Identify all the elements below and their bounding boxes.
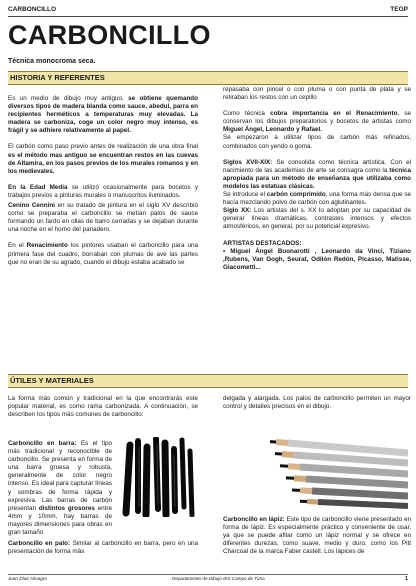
history-paragraph-8: Se empezaron a utilizar tipos de carbón más refinados, combinados con yendo o goma.: [223, 134, 411, 150]
section-heading-history: [8, 71, 408, 85]
charcoal-stick-description: Carboncillo en palo: Similar al carboncillo en barra, pero en una presentación de forma más: [8, 540, 198, 556]
page-number: 1: [404, 576, 408, 582]
history-paragraph-3: En la Edad Media se utilizó ocasionalmente para bocetos y trabajos previos a pinturas murales o manuscritos iluminados.: [8, 183, 198, 199]
charcoal-pencil-description: Carboncillo en lápiz: Este tipo de carboncillo viene presentado en forma de lápiz. Es especialmente práctico y conveniente de usar, ya que se puede afilar como un lápiz normal y se ofrece en diferentes durezas, como suave, medio y duro, como los Pitt Charcoal de la marca Faber castell. Los lápices de: [223, 516, 412, 556]
header-right-label: TEGP: [390, 6, 408, 13]
history-paragraph-9: Siglos XVII-XIX: Se consolida como técnica artística. Con el nacimiento de las academias de arte se consagra como la técnica apropiada para un método de enseñanza que utilizaba como modelos las estatuas clásicas.: [223, 158, 411, 190]
materials-intro: La forma más común y tradicional en la que encontrarás este popular material, es como rama carbonizada. A continuación, se describen los tipos más comunes de carboncillo:: [8, 395, 198, 419]
artists-heading: ARTISTAS DESTACADOS:: [223, 239, 302, 247]
history-paragraph-6: repasaba con pincel o con pluma o con punta de plata y se retiraban los restos con un cepillo: [223, 86, 411, 102]
history-paragraph-1: Es un medio de dibujo muy antiguo, se obtiene quemando diversos tipos de madera blanda como sauce, abedul, parra en recipientes herméticos a temperaturas muy elevadas. La madera se carboniza, coge un color negro muy intenso, es frágil y se adhiere relativamente al papel.: [8, 95, 198, 135]
footer-divider: [8, 574, 408, 575]
section-heading-materials: [8, 374, 408, 388]
artists-list: • Miguel Ángel Buonarotti , Leonardo da Vinci, Tiziano ,Rubens, Van Gogh, Seurat, Odilón Redón, Picasso, Matisse, Giacometti...: [223, 247, 411, 271]
charcoal-pencil-block: [223, 516, 411, 556]
footer-author: Juan Díaz Almagro: [8, 576, 47, 581]
history-paragraph-11: Siglo XX: Los artistas del s. XX lo adoptan por su capacidad de generar líneas dramáticas, contrastes intensos y efectos atmosféricos, en general, por su potencial expresivo.: [223, 207, 411, 231]
header-left-label: CARBONCILLO: [8, 6, 57, 13]
history-right-column: [223, 86, 411, 272]
materials-right-column: [223, 395, 411, 411]
history-paragraph-10: Se introduce el carbón comprimido, una forma más densa que se hacía mezclando polvo de carbón con aglutinantes.: [223, 191, 411, 207]
history-paragraph-5: En el Renacimiento los pintores usaban el carboncillo para una primera fase del cuadro, borraban con plumas de ave las partes que no eran de su agrado, cuando el dibujo estaba acabado se: [8, 242, 198, 266]
history-left-column: [8, 95, 198, 267]
charcoal-bar-description: Carboncillo en barra: Es el tipo más tradicional y reconocible de carboncillo. Se presenta en forma de una barra gruesa y robusta, generalmente de color negro intenso. Es ideal para capturar líneas y sombras de forma rápida y expresiva. Las barras de carbón presentan distintos grosores entre 4mm y 10mm, hay barras de mayores dimensiones para obras en gran tamaño: [8, 440, 112, 537]
history-paragraph-4: Cenino Cennini en su tratado de pintura en el siglo XV describió como se preparaba el carboncillo se metían palos de sauce formando un fardo en ollas de barro cerradas y se dejaban durante una noche en el horno del panadero.: [8, 202, 198, 234]
page-subtitle: Técnica monocroma seca.: [8, 58, 96, 65]
materials-left-column: [8, 395, 198, 419]
charcoal-bar-block: [8, 440, 198, 556]
header-divider: [8, 16, 408, 17]
materials-right-intro: delgada y alargada. Los palos de carboncillo permiten un mayor control y detalles precisos en el dibujo.: [223, 395, 411, 411]
history-paragraph-2: El carbón como paso previo antes de realización de una obra final es el método mas antiguo se encuentran restos en las cuevas de Altamira, en los pasos previos de los murales romanos y en los medievales.: [8, 143, 198, 175]
charcoal-pencils-image: [270, 423, 408, 509]
footer-department: Departamento de Dibujo IES Campo de Túria: [172, 576, 265, 581]
charcoal-bars-image: [116, 437, 198, 517]
section-heading-materials-label: ÚTILES Y MATERIALES: [10, 376, 94, 385]
page-title: CARBONCILLO: [8, 20, 211, 50]
section-heading-history-label: HISTORIA Y REFERENTES: [10, 73, 105, 82]
history-paragraph-7: Como técnica cobra importancia en el Renacimiento, se conservan los dibujos preparatorios y bocetos de artistas como Miguel Ángel, Leonardo y Rafael.: [223, 110, 411, 134]
